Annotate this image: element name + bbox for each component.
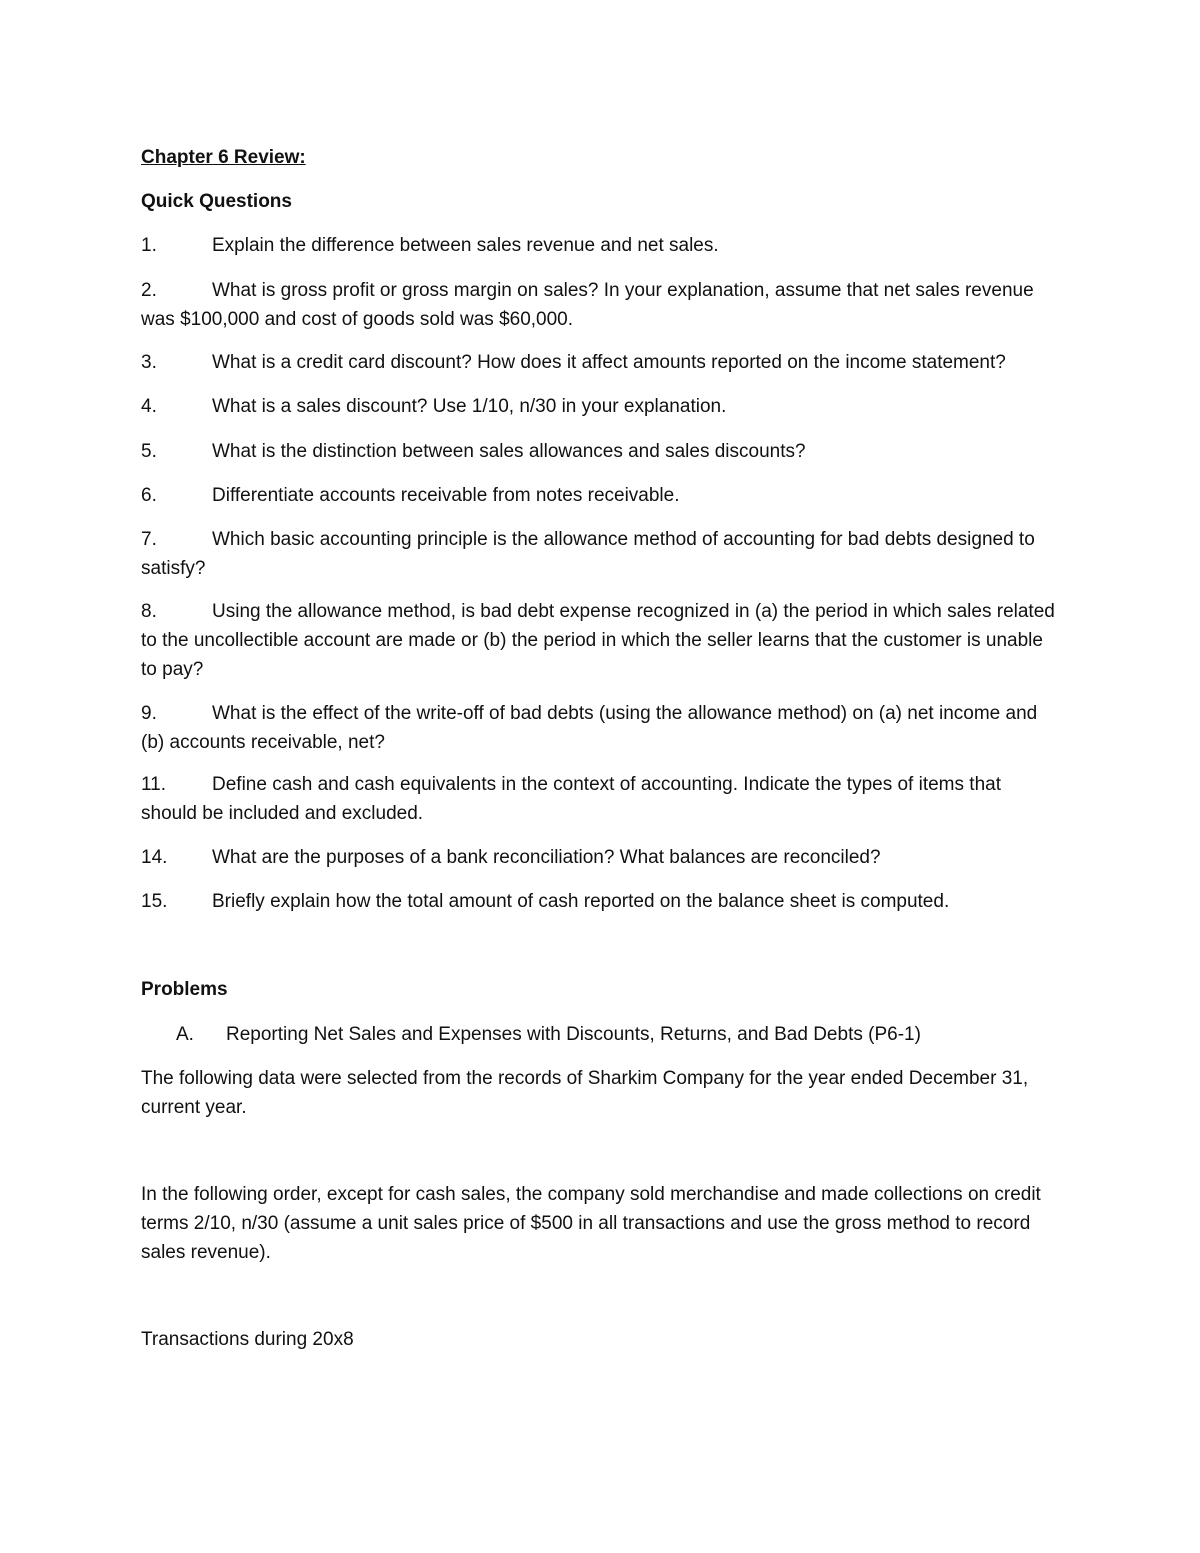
- question-number: 4.: [141, 396, 157, 417]
- question-text: Explain the difference between sales revenue and net sales.: [212, 235, 719, 256]
- question-number: 6.: [141, 485, 157, 506]
- question-text: What is the effect of the write-off of bad debts (using the allowance method) on (a) net income and (b) accounts receivable, net?: [141, 703, 1038, 753]
- question-number: 3.: [141, 352, 157, 373]
- question-text: Using the allowance method, is bad debt expense recognized in (a) the period in which sales related to the uncollectible account are made or (b) the period in which the seller learns that the customer is unable to pay?: [141, 601, 1055, 680]
- problem-paragraph: In the following order, except for cash sales, the company sold merchandise and made collections on credit terms 2/10, n/30 (assume a unit sales price of $500 in all transactions and use the gross method to record sales revenue).: [141, 1184, 1041, 1263]
- question-text: Define cash and cash equivalents in the context of accounting. Indicate the types of items that should be included and excluded.: [141, 774, 1001, 824]
- question-item: [141, 231, 1061, 260]
- question-text: Which basic accounting principle is the allowance method of accounting for bad debts designed to satisfy?: [141, 529, 1035, 579]
- question-item: [141, 699, 1061, 757]
- problem-item: [176, 1020, 921, 1049]
- question-text: What is a credit card discount? How does it affect amounts reported on the income statement?: [212, 352, 1006, 373]
- question-item: [141, 525, 1061, 583]
- question-number: 11.: [141, 774, 167, 795]
- question-item: [141, 843, 1061, 872]
- question-item: [141, 276, 1061, 334]
- problem-title: Reporting Net Sales and Expenses with Discounts, Returns, and Bad Debts (P6-1): [226, 1024, 921, 1045]
- question-item: [141, 481, 1061, 510]
- question-item: [141, 392, 1061, 421]
- question-item: [141, 597, 1061, 684]
- question-number: 8.: [141, 601, 157, 622]
- question-number: 15.: [141, 891, 168, 912]
- document-title: Chapter 6 Review:: [141, 147, 306, 168]
- question-number: 14.: [141, 847, 168, 868]
- question-number: 2.: [141, 280, 157, 301]
- question-number: 7.: [141, 529, 157, 550]
- question-number: 5.: [141, 441, 157, 462]
- question-text: What is gross profit or gross margin on sales? In your explanation, assume that net sales revenue was $100,000 and cost of goods sold was $60,000.: [141, 280, 1034, 330]
- question-text: What is a sales discount? Use 1/10, n/30 in your explanation.: [212, 396, 727, 417]
- question-text: Differentiate accounts receivable from notes receivable.: [212, 485, 680, 506]
- question-text: What is the distinction between sales allowances and sales discounts?: [212, 441, 806, 462]
- question-number: 9.: [141, 703, 157, 724]
- question-item: [141, 348, 1061, 377]
- quick-questions-heading: Quick Questions: [141, 191, 292, 212]
- question-text: What are the purposes of a bank reconciliation? What balances are reconciled?: [212, 847, 881, 868]
- problems-heading: Problems: [141, 979, 228, 1000]
- question-item: [141, 887, 1061, 916]
- question-number: 1.: [141, 235, 157, 256]
- question-item: [141, 770, 1061, 828]
- question-item: [141, 437, 1061, 466]
- transactions-label: Transactions during 20x8: [141, 1329, 354, 1350]
- problem-letter: A.: [176, 1024, 194, 1045]
- problem-paragraph: The following data were selected from the records of Sharkim Company for the year ended December 31, current year.: [141, 1068, 1029, 1118]
- question-text: Briefly explain how the total amount of cash reported on the balance sheet is computed.: [212, 891, 950, 912]
